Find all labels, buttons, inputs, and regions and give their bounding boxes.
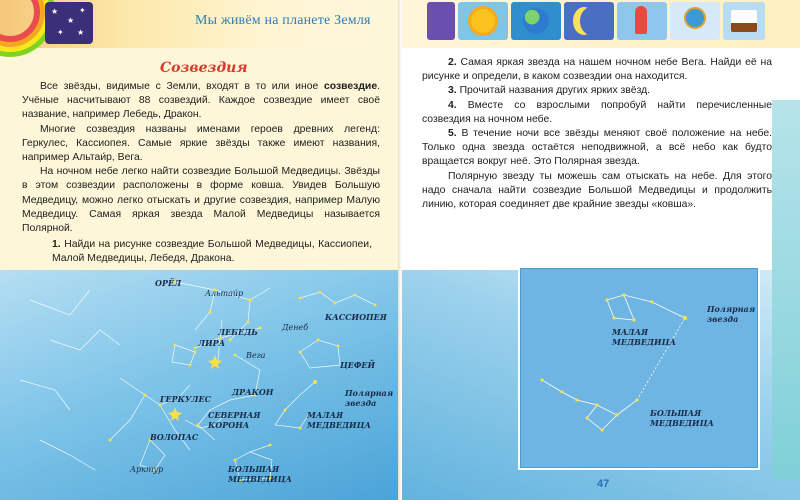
task-3: 3. Прочитай названия других ярких звёзд. <box>448 85 651 97</box>
label-polar-1: Полярная <box>345 388 394 398</box>
inset-label-polar-2: звезда <box>707 314 739 324</box>
inset-label-bol-2: МЕДВЕДИЦА <box>650 418 714 428</box>
label-sev-1: СЕВЕРНАЯ <box>208 410 261 420</box>
paragraph-2: Многие созвездия названы именами героев древних легенд: Геркулес, Кассиопея. Самые яркие звёзды также имеют названия, например Альтаи́р, Вега. <box>22 123 380 164</box>
inset-label-mal-2: МЕДВЕДИЦА <box>612 337 676 347</box>
label-mal-1: МАЛАЯ <box>307 410 344 420</box>
stars-icon: ★ ★ ✦ ✦ ★ <box>45 2 93 44</box>
label-mal-2: МЕДВЕДИЦА <box>307 420 371 430</box>
label-drakon: ДРАКОН <box>232 387 274 397</box>
term-constellation: созвездие <box>323 81 378 92</box>
label-vega: Вега <box>246 351 266 360</box>
right-page <box>402 0 800 500</box>
label-cefey: ЦЕФЕЙ <box>340 360 376 370</box>
paragraph-3: На ночном небе легко найти созвездие Большой Медведицы. Звёзды в этом созвездии расположены в форме ковша. Увидев Большую Медведицу, можно легко отыскать и другие созвездия, например Малую Медведицу. Самая яркая звезда Малой Медведицы называется Полярной. <box>22 166 380 235</box>
star-dots <box>109 280 377 481</box>
inset-map-drawing <box>402 0 800 500</box>
label-volopas: ВОЛОПАС <box>150 432 199 442</box>
label-sev-2: КОРОНА <box>208 420 250 430</box>
task-1-number: 1. <box>52 239 61 250</box>
section-title: Созвездия <box>160 60 248 76</box>
task-1-text: Найди на рисунке созвездие Большой Медведицы, Кассиопеи, Малой Медведицы, Лебедя, Дракона. <box>52 239 373 265</box>
vega-star <box>208 355 222 369</box>
task-4: 4. Вместе со взрослыми попробуй найти перечисленные созвездия на ночном небе. <box>422 99 772 125</box>
label-altair: Альтаи́р <box>205 289 244 298</box>
label-bol-1: БОЛЬШАЯ <box>228 464 280 474</box>
page-number: 47 <box>597 478 610 490</box>
label-arktur: Арктур <box>130 465 164 474</box>
label-lira: ЛИРА <box>198 338 226 348</box>
paragraph-1: Все звёзды, видимые с Земли, входят в то или иное созвездие. Учёные насчитывают 88 созвездий. Каждое созвездие имеет своё название, например Лебедь, Дракон. <box>22 81 380 121</box>
label-deneb: Денеб <box>282 323 309 332</box>
label-lebed: ЛЕБЕДЬ <box>218 327 258 337</box>
label-polar-2: звезда <box>345 398 377 408</box>
paragraph-polar: Полярную звезду ты можешь сам отыскать на небе. Для этого надо сначала найти созвездие Большой Медведицы и продолжить линию, которая соединяет две крайние звезды «ковша». <box>422 170 772 211</box>
inset-label-mal-1: МАЛАЯ <box>612 327 649 337</box>
task-5: 5. В течение ночи все звёзды меняют своё положение на небе. Только одна звезда остаётся неподвижной, а всё небо как будто вращается вокруг неё. Это Полярная звезда. <box>422 128 772 168</box>
label-gerkules: ГЕРКУЛЕС <box>160 394 211 404</box>
arktur-star <box>168 407 182 421</box>
inset-label-bol-1: БОЛЬШАЯ <box>650 408 702 418</box>
label-kassiopeya: КАССИОПЕЯ <box>325 312 387 322</box>
label-bol-2: МЕДВЕДИЦА <box>228 474 292 484</box>
chapter-header-title: Мы живём на планете Земля <box>195 13 371 28</box>
label-orel: ОРЁЛ <box>155 278 182 288</box>
task-2: 2. Самая яркая звезда на нашем ночном небе Вега. Найди её на рисунке и определи, в каком созвездии она находится. <box>422 57 772 83</box>
inset-label-polar-1: Полярная <box>707 304 756 314</box>
